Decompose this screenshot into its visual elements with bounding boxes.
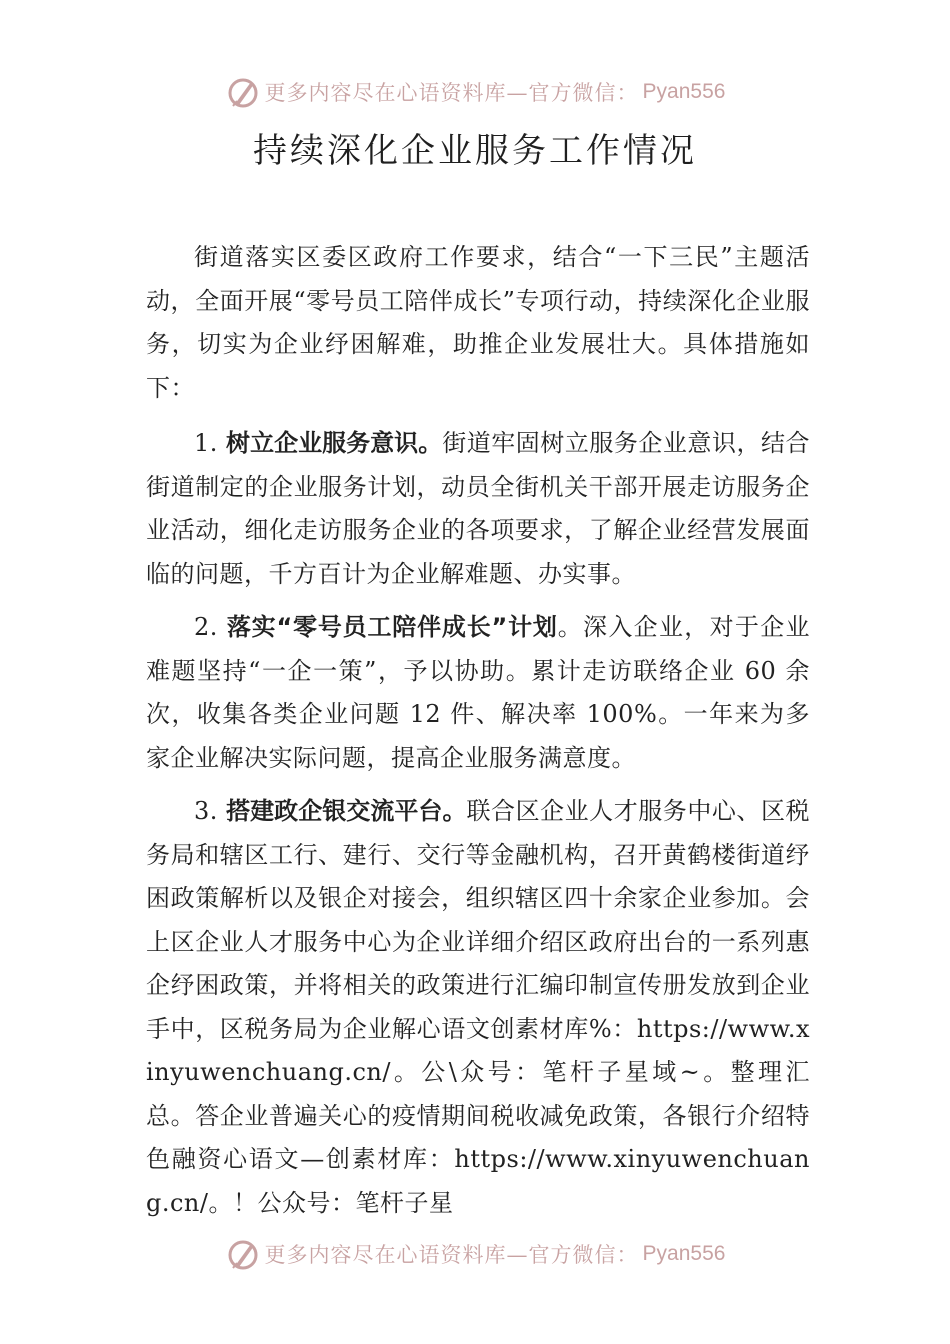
item-body: 街道牢固树立服务企业意识，结合街道制定的企业服务计划，动员全街机关干部开展走访服务企业活动，细化走访服务企业的各项要求，了解企业经营发展面临的问题，千方百计为企业解难题、办实事。 — [146, 429, 811, 588]
item-number: 3. — [194, 797, 227, 825]
list-item — [146, 606, 810, 780]
list-item — [146, 790, 810, 1225]
watermark-text: 更多内容尽在心语资料库—官方微信： — [264, 81, 639, 105]
item-body: 。深入企业，对于企业难题坚持“一企一策”，予以协助。累计走访联络企业 60 余次，收集各类企业问题 12 件、解决率 100%。一年来为多家企业解决实际问题，提高企业服务满意度。 — [146, 613, 811, 772]
watermark-wechat-id: Pyan556 — [642, 80, 726, 103]
item-number: 1. — [194, 429, 227, 457]
quill-pen-logo-icon — [225, 74, 261, 110]
watermark-banner-bottom — [0, 1234, 950, 1274]
item-heading: 搭建政企银交流平台。 — [226, 797, 467, 825]
list-item — [146, 422, 810, 596]
item-heading: 树立企业服务意识。 — [226, 429, 443, 457]
watermark-banner-top — [0, 72, 950, 112]
item-heading: 落实“零号员工陪伴成长”计划 — [226, 613, 558, 641]
watermark-text: 更多内容尽在心语资料库—官方微信： — [264, 1243, 639, 1267]
intro-paragraph: 街道落实区委区政府工作要求，结合“一下三民”主题活动，全面开展“零号员工陪伴成长”专项行动，持续深化企业服务，切实为企业纾困解难，助推企业发展壮大。具体措施如下： — [146, 243, 810, 402]
document-body — [146, 236, 810, 1235]
item-number: 2. — [194, 613, 227, 641]
quill-pen-logo-icon — [225, 1236, 261, 1272]
document-title: 持续深化企业服务工作情况 — [253, 131, 697, 171]
watermark-wechat-id: Pyan556 — [642, 1242, 726, 1265]
item-body: 联合区企业人才服务中心、区税务局和辖区工行、建行、交行等金融机构，召开黄鹤楼街道纾困政策解析以及银企对接会，组织辖区四十余家企业参加。会上区企业人才服务中心为企业详细介绍区政府出台的一系列惠企纾困政策，并将相关的政策进行汇编印制宣传册发放到企业手中，区税务局为企业解心语文创素材库%：https://www.xinyuwenchuang.cn/。公\众号：笔杆子星域~。整理汇总。答企业普遍关心的疫情期间税收减免政策，各银行介绍特色融资心语文—创素材库：https://www.xinyuwenchuang.cn/。！公众号：笔杆子星 — [146, 797, 811, 1217]
